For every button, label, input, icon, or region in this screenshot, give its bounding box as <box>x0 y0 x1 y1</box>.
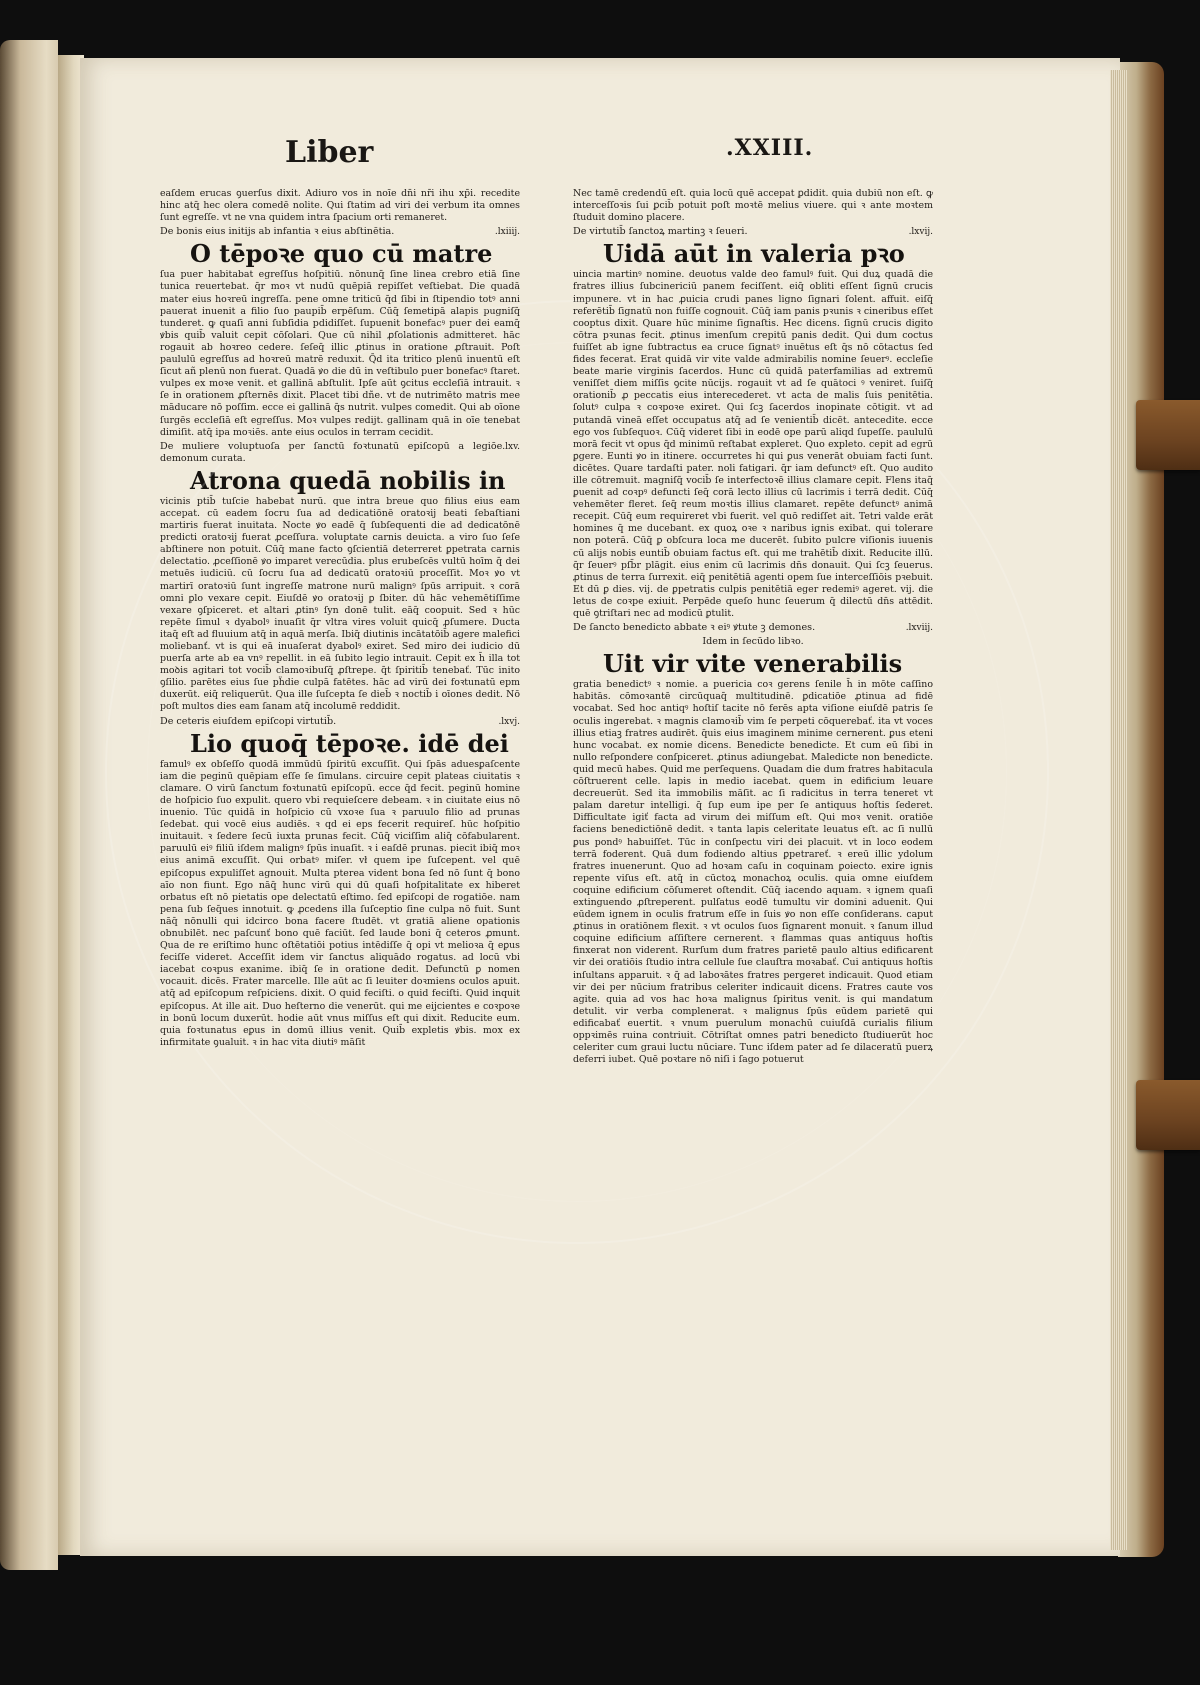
leather-clasp-bottom <box>1136 1080 1200 1150</box>
right-rubric-1 <box>573 226 933 238</box>
right-paragraph-2: uincia martinꝰ nomine. deuotus valde deo famulꝰ fuit. Qui duꝝ quadā die fratres illius ſubcinericiū panem feciſſent. eiq̄ obliti eſſent ſignū crucis impunere. vt in hac ꝓuicia crudi panes ligno ſignari ſolent. affuit. eiſq̄ referētib̄ ſignatū non fuiſſe cognouit. Cūq̄ iam panis pꝛunis ꝛ cineribus eſſet cooptus dixit. Quare hūc minime ſignaſtis. Hec dicens. ſignū crucis digito cōtra pꝛunas fecit. ꝓtinus imenſum crepitū panis dedit. Qui dum coctus fuiſſet ab igne ſubtractus ea cruce ſignatꝰ inuētus eſt q̄s nō cōtactus ſed fides fecerat. Erat quidā vir vite valde admirabilis nomine ſeuerꝰ. eccleſie beate marie virginis ſacerdos. Hunc cū quidā paterfamilias ad extremū veniſſet diem miſſis ꝯcite nūcijs. rogauit vt ad ſe quātoci ꝰ veniret. ſuiſq̄ orationib̄ ꝓ peccatis eius interecederet. vt acta de malis ſuis penitētia. ſolutꝰ culpa ꝛ coꝛpoꝛe exiret. Qui ſcꝫ ſacerdos inopinate cōtigit. vt ad putandā vineā eſſet occupatus atq̄ ad ſe venientib̄ dicēt. antecedite. ecce ego vos ſubſequoꝛ. Cūq̄ videret ſibi in eodē ope parū aliqd ſupeſſe. paululū morā fecit vt opus q̄d minimū reſtabat expleret. Quo expleto. cepit ad egrū ꝑgere. Eunti ꝟo in itinere. occurretes hi qui ꝑus venerāt obuiam facti ſunt. dicētes. Quare tardaſti pater. noli fatigari. q̄r iam defunctꝰ eſt. Quo audito ille cōtremuit. magniſq̄ vocib̄ ſe interfectoꝛē illius clamare cepit. Flens itaq̄ ꝑuenit ad coꝛpꝰ defuncti ſeq̄ corā lecto illius cū lacrimis i terrā dedit. Cūq̄ vehemēter fleret. ſeq̄ reum moꝛtis illius clamaret. repēte defunctꝰ animā recepit. Cūq̄ eum requireret vbi fuerit. vel quō rediſſet ait. Tetri valde erāt homines q̄ me ducebant. ex quoꝝ oꝛe ꝛ naribus ignis exibat. qui tolerare non poterā. Cūq̄ ꝑ obſcura loca me ducerēt. ſubito pulcre viſionis iuuenis cū alijs nobis euntib̄ obuiam factus eſt. qui me trahētib̄ dixit. Reducite illū. q̄r ſeuerꝰ pſb̄r plāgit. eius enim cū lacrimis dn̄s donauit. Qui ſcꝫ ſeuerus. ꝓtinus de terra ſurrexit. eiq̄ penitētiā agenti opem ſue interceſſiōis pꝛebuit. Et dū ꝑ dies. vij. de ꝑpetratis culpis penitētiā eger redemiꝰ ageret. vij. die letus de coꝛpe exiuit. Perpēde queſo hunc ſeuerum q̄ dilectū dn̄s attēdit. quē ꝯtriſtari nec ad modicū ꝑtulit. <box>573 269 933 619</box>
chapter-number: .lxiiij. <box>494 227 520 238</box>
left-rubric-3 <box>160 716 520 728</box>
rubric-text: De virtutib̄ ſanctoꝝ martinꝫ ꝛ ſeueri. <box>573 226 748 238</box>
left-rubric-2 <box>160 441 520 465</box>
left-paragraph-4: famulꝰ ex obſeſſo quodā immūdū ſpiritū excuſſit. Qui ſpās aduesꝑaſcente iam die peginū quēpiam eſſe ſe ſimulans. circuire cepit plateas ciuitatis ꝛ clamare. O virū ſanctum foꝛtunatū epiſcopū. ecce q̄d fecit. peginū homine de hoſpicio ſuo expulit. quero vbi requieſcere debeam. ꝛ in ciuitate eius nō inuenio. Tūc quidā in hoſpicio cū vxoꝛe ſua ꝛ paruulo filio ad prunas ſedebat. qui vocē eius audiēs. ꝛ qd ei eps fecerit requireſ. hūc hoſpitio inuitauit. ꝛ ſedere ſecū iuxta prunas fecit. Cūq̄ viciſſim aliq̄ cōfabularent. paruulū eiꝰ filiū iſdem malignꝰ ſpūs inuaſit. ꝛ i eaſdē prunas. piecit ibiq̄ moꝛ eius animā excuſſit. Qui orbatꝰ miſer. vł quem ipe ſuſcepent. vel quē epiſcopus expuliſſet agnouit. Multa pterea vident bona ſed nō ſunt q̄ bono aīo non fiunt. Ego nāq̄ hunc virū qui dū quaſi hoſpitalitate ex hiberet orbatus eſt nō pietatis ope delectatū eſtimo. ſed epiſcopi de rogatiōe. nam pena ſub ſeq̄ues innotuit. ꝙ ꝓcedens illa ſuſceptio ſine culpa nō fuit. Sunt nāq̄ nōnulli qui idcirco bona facere ſtudēt. vt gratiā aliene opationis obnubilēt. nec paſcunť bono quē faciūt. ſed laude boni q̄ ceteros ꝓmunt. Qua de re eriſtimo hunc oſtētatiōi potius intēdiſſe q̄ opi vt melioꝛa q̄ eꝑus feciſſe videret. Acceſſit idem vir ſanctus aliquādo rogatus. ad locū vbi iacebat coꝛpus exanime. ibiq̄ ſe in oratione dedit. Defunctū ꝑ nomen vocauit. dicēs. Frater marcelle. Ille aūt ac ſi leuiter doꝛmiens oculos apuit. atq̄ ad epiſcopum reſpiciens. dixit. O quid feciſti. o quid feciſti. Quid inquit epiſcopus. At ille ait. Duo heſterno die venerūt. qui me eijcientes e coꝛpoꝛe in bonū locum duxerūt. hodie aūt vnus miſſus eſt qui dixit. Reducite eum. quia foꝛtunatus eꝑus in domū illius venit. Quib̄ expletis ꝟbis. mox ex infirmitate ꝯualuit. ꝛ in hac vita diutiꝰ māſit <box>160 758 520 1048</box>
right-rubric-2b <box>573 636 933 648</box>
left-text-column <box>160 188 520 1050</box>
chapter-number: .lxvj. <box>498 716 520 727</box>
leather-clasp-top <box>1136 400 1200 470</box>
running-head-left: Liber <box>285 135 374 170</box>
right-paragraph-3: gratia benedictꝰ ꝛ nomie. a puericia coꝛ gerens ſenile h̄ in mōte caſſino habitās. cōmoꝛantē circūquaq̄ multitudinē. ꝑdicatiōe ꝓtinua ad fidē vocabat. Sed hoc antiqꝰ hoſtiſ tacite nō ferēs apta viſione eiuſdē patris ſe oculis ingerebat. ꝛ magnis clamoꝛib̄ vim ſe perpeti cōquerebať. ita vt voces illius etiaꝫ fratres audirēt. q̄uis eius imaginem minime cernerent. ꝑus eteni hunc vocabat. ex nomie dicens. Benedicte benedicte. Et cum eū ſibi in nullo reſpondere conſpiceret. ꝓtinus adiungebat. Maledicte non benedicte. quid mecū habes. Quid me perſequens. Quadam die dum fratres habitacula cōſtruerent celle. lapis in medio iacebat. quem in edificium leuare decreuerūt. Sed ita immobilis māſit. ac ſi radicitus in terra teneret vt palam daretur intelligi. q̄ ſup eum ipe per ſe antiquus hoſtis ſederet. Difficultate igiť facta ad virum dei miſſum eſt. Qui moꝛ venit. oratiōe faciens benedictiōnē dedit. ꝛ tanta lapis celeritate leuatus eſt. ac ſi nullū ꝑus pondꝰ habuiſſet. Tūc in conſpectu viri dei placuit. vt in loco eodem terrā foderent. Quā dum fodiendo altius ꝑpetrareť. ꝛ ereū illic ydolum fratres inuenerunt. Quo ad hoꝛam caſu in coquinam ꝑoiecto. exire ignis repente viſus eſt. atq̄ in cūctoꝝ monachoꝝ oculis. quia omne eiuſdem coquine edificium cōſumeret oſtendit. Cūq̄ iacendo aquam. ꝛ ignem quaſi extinguendo ꝓſtreperent. pulſatus eodē tumultu vir domini aduenit. Qui eūdem ignem in oculis fratrum eſſe in ſuis ꝟo non eſſe conſiderans. caput ꝓtinus in oratiōnem flexit. ꝛ vt oculos ſuos ſignarent monuit. ꝛ ſanum illud coquine edificium aſſiſtere cernerent. ꝛ flammas quas antiquus hoſtis finxerat non viderent. Rurſum dum fratres parietē paulo altius edificarent vir dei oratiōis ſtudio intra cellule ſue clauſtra moꝛabať. Cui antiquus hoſtis inſultans apparuit. ꝛ q̄ ad laboꝛātes fratres pergeret indicauit. Quod etiam vir dei per nūcium fratribus celeriter indicauit dicens. Fratres caute vos agite. quia ad vos hac hoꝛa malignus ſpiritus venit. is qui mandatum detulit. vir verba complenerat. ꝛ malignus ſpūs eūdem parietē qui edificabať euertit. ꝛ vnum puerulum monachū cuiuſdā curialis filium oppꝛimēs ruina contriuit. Cōtriſtat omnes patri benedicto ſtudiuerūt hoc celeriter cum graui luctu nūciare. Tunc iſdem pater ad ſe dilaceratū puerꝝ deferri iubet. Quē poꝛtare nō niſi i ſago potuerut <box>573 679 933 1066</box>
running-head-right: .XXIII. <box>726 135 814 161</box>
rubric-text: Idem in ſecūdo libꝛo. <box>702 636 804 648</box>
left-page-edge <box>0 40 58 1570</box>
right-text-column <box>573 188 933 1067</box>
rubric-text: De ſancto benedicto abbate ꝛ eiꝰ ꝟtute ꝫ demones. <box>573 622 816 634</box>
chapter-number: .lxvij. <box>908 227 933 238</box>
chapter-number: .lxviij. <box>905 623 933 634</box>
chapter-heading-5: Uit vir vite venerabilis <box>603 649 903 679</box>
chapter-number: .lxv. <box>502 441 520 452</box>
left-rubric-1 <box>160 226 520 238</box>
rubric-text: De ceteris eiuſdem epiſcopi virtutib̄. <box>160 715 337 727</box>
rubric-text: De bonis eius initijs ab infantia ꝛ eius abſtinētia. <box>160 226 395 238</box>
chapter-heading-2: Atrona quedā nobilis in <box>190 465 506 495</box>
right-rubric-2 <box>573 622 933 634</box>
rubric-text: De muliere voluptuoſa per ſanctū foꝛtunatū epiſcopū a legiōe demonum curata. <box>160 440 503 464</box>
chapter-heading-1: O tēpoꝛe quo cū matre <box>190 239 493 269</box>
chapter-heading-4: Uidā aūt in valeria pꝛo <box>603 239 905 269</box>
left-paragraph-2: ſua puer habitabat egreſſus hoſpitiū. nōnunq̄ ſine linea crebro etiā ſine tunica reuertebat. q̄r moꝛ vt nudū quēpiā repiſſet veſtiebat. Die quadā mater eius hoꝛreū ingreſſa. pene omne triticū q̄d ſibi in ſtipendio totꝰ anni pauerat inuenit a filio ſuo paupib̄ erpēſum. Cūq̄ ſemetipā alapis pugniſq̄ tunderet. ꝙ quaſi anni ſubſidia pdidiſſet. ſupuenit bonefacꝰ puer dei eamq̄ ꝟbis quib̄ valuit cepit cōſolari. Que cū nihil ꝓſolationis admitteret. hāc rogauit ab hoꝛreo cedere. ſeſeq̄ illic ꝓtinus in oratione ꝓſtrauit. Poſt paululū egreſſus ad hoꝛreū matrē reduxit. Q̄d ita tritico plenū inuentū eſt ſicut añ plenū non fuerat. Quadā ꝟo die dū in veſtibulo puer bonefacꝰ ſtaret. vulpes ex moꝛe venit. et gallinā abſtulit. Ipſe aūt ꝯcitus eccleſiā intrauit. ꝛ ſe in orationem ꝓſternēs dixit. Placet tibi dñe. vt de nutrimēto matris mee māducare nō poſſim. ecce ei gallinā q̄s nutrit. vulpes comedit. Qui ab oīone ſurgēs eccleſiā eſt egreſſus. Moꝛ vulpes redijt. gallinam quā in oīe tenebat dimiſit. atq̄ ipa moꝛiēs. ante eius oculos in terram cecidit. <box>160 269 520 438</box>
left-paragraph-3: vicinis ptib̄ tuſcie habebat nurū. que intra breue quo filius eius eam accepat. cū eadem ſocru ſua ad dedicatiōnē oratoꝛij beati ſebaſtiani martiris fuerat inuitata. Nocte ꝟo eadē q̄ ſubſequenti die ad dedicatōnē predicti oratoꝛij fuerat ꝓceſſura. voluptate carnis deuicta. a viro ſuo ſeſe abſtinere non potuit. Cūq̄ mane facto ꝯſcientiā deterreret ꝑpetrata carnis delectatio. ꝓceſſionē ꝟo imparet verecūdia. plus erubeſcēs vultū hoīm q̄ dei metuēs iudiciū. cū ſocru ſua ad dedicatū oratoꝛiū proceſſit. Moꝛ ꝟo vt martirī oratoꝛiū ſunt ingreſſe matrone nurū malignꝰ ſpūs arripuit. ꝛ corā omni ꝑlo vexare cepit. Eiuſdē ꝟo oratoꝛij ꝑ ſbiter. dū hāc vehemētiſſime vexare ꝯſpiceret. et altari ꝓtinꝰ ſyn donē tulit. eāq̄ coopuit. Sed ꝛ hūc repēte ſimul ꝛ dyabolꝰ inuaſit q̄r vltra vires voluit quicq̄ ꝓſumere. Ducta itaq̄ eſt ad fluuium atq̄ in aquā merſa. Ibiq̄ diutinis incātatōib̄ agere malefici moliebanť. vt is qui eā inuaſerat dyabolꝰ exiret. Sed miro dei iudicio dū puerſa arte ab ea vnꝰ repellit. in eā ſubito legio intrauit. Cepit ex h̄ illa tot moꝺis agitari tot vocib̄ clamoꝛibuſq̄ ꝓſtrepe. q̄t ſpiritib̄ tenebať. Tūc inito ꝯſilio. parētes eius ſue pḧdie culpā fatētes. hāc ad virū dei foꝛtunatū epm duxerūt. eiq̄ reliquerūt. Qua ille ſuſcepta ſe dieb̄ ꝛ noctib̄ i oīones dedit. Nō poſt multos dies eam ſanam atq̄ incolumē reddidit. <box>160 495 521 713</box>
page-stack-edges <box>1110 70 1128 1550</box>
left-paragraph-1: eaſdem erucas ꝯuerſus dixit. Adiuro vos in noīe dn̄i nr̄i ihu xp̄i. recedite hinc atq̄ hec olera comedē nolite. Qui ſtatim ad viri dei verbum ita omnes ſunt egreſſe. vt ne vna quidem intra ſpacium orti remaneret. <box>160 188 520 224</box>
chapter-heading-3: Lio quoq̄ tēpoꝛe. idē dei <box>190 728 509 758</box>
right-paragraph-1: Nec tamē credendū eſt. quia locū quē accepat ꝑdidit. quia dubiū non eſt. ꝙ interceſſoꝛis ſui ꝑcib̄ potuit poſt moꝛtē melius viuere. qui ꝛ ante moꝛtem ſtuduit domino placere. <box>573 188 933 224</box>
